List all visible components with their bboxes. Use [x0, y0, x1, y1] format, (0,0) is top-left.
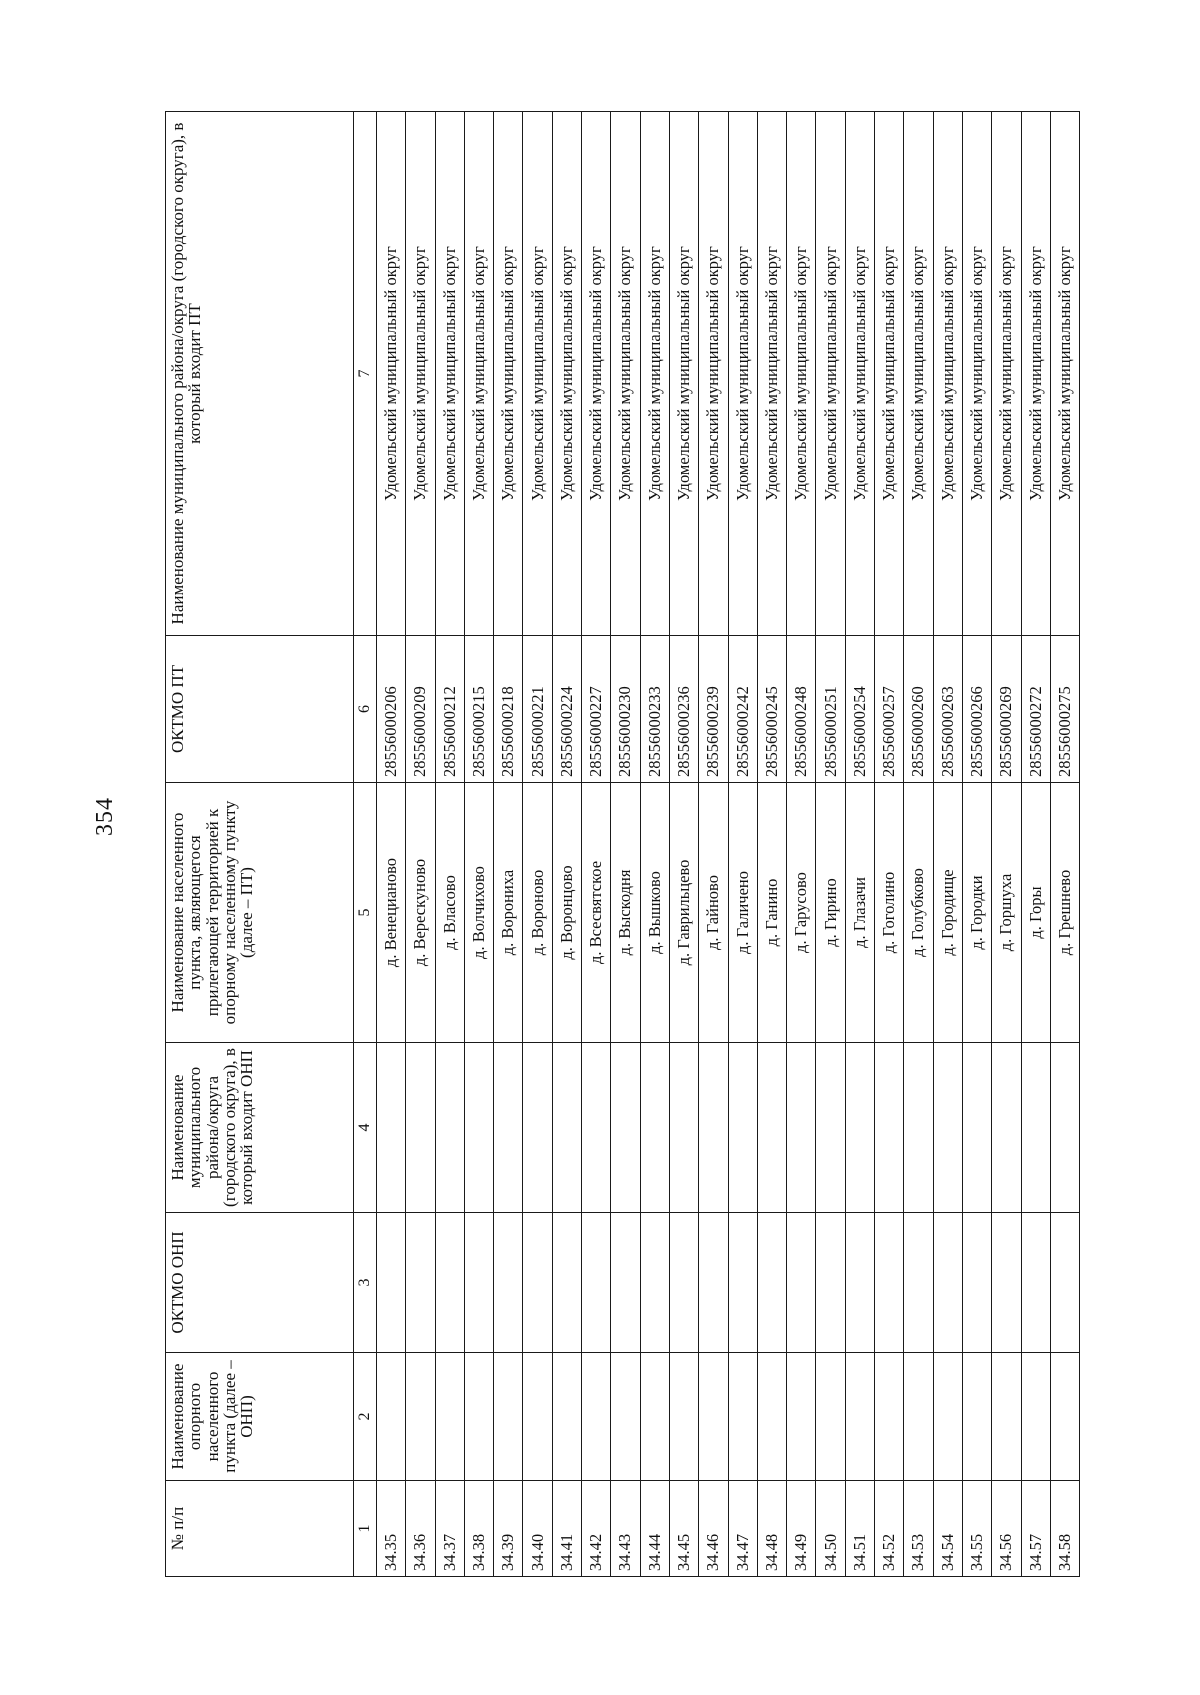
onp-name-cell	[728, 1353, 757, 1481]
pt-district-cell: Удомельский муниципальный округ	[728, 112, 757, 636]
onp-name-cell	[845, 1353, 874, 1481]
pt-oktmo-cell: 28556000212	[435, 636, 464, 783]
pt-name-cell: д. Городки	[962, 783, 991, 1043]
table-row	[494, 112, 523, 1577]
column-number-cell: 7	[354, 112, 377, 636]
pt-district-cell: Удомельский муниципальный округ	[757, 112, 786, 636]
row-number-cell: 34.41	[552, 1481, 581, 1577]
pt-name-cell: д. Вороново	[523, 783, 552, 1043]
pt-name-cell: д. Галичено	[728, 783, 757, 1043]
pt-oktmo-cell: 28556000275	[1050, 636, 1079, 783]
onp-name-cell	[699, 1353, 728, 1481]
table-row	[611, 112, 640, 1577]
table-row	[904, 112, 933, 1577]
onp-oktmo-cell	[904, 1213, 933, 1353]
table-row	[875, 112, 904, 1577]
pt-name-cell: д. Вышково	[640, 783, 669, 1043]
onp-oktmo-cell	[611, 1213, 640, 1353]
pt-name-cell: д. Голубково	[904, 783, 933, 1043]
onp-oktmo-cell	[992, 1213, 1021, 1353]
pt-name-cell: д. Верескуново	[406, 783, 435, 1043]
table-row	[787, 112, 816, 1577]
row-number-cell: 34.37	[435, 1481, 464, 1577]
onp-district-cell	[875, 1043, 904, 1213]
pt-name-cell: д. Ворониха	[494, 783, 523, 1043]
row-number-cell: 34.43	[611, 1481, 640, 1577]
onp-oktmo-cell	[582, 1213, 611, 1353]
onp-oktmo-cell	[435, 1213, 464, 1353]
pt-district-cell: Удомельский муниципальный округ	[464, 112, 493, 636]
onp-name-cell	[757, 1353, 786, 1481]
pt-district-cell: Удомельский муниципальный округ	[816, 112, 845, 636]
pt-district-cell: Удомельский муниципальный округ	[552, 112, 581, 636]
table-row	[757, 112, 786, 1577]
header-row	[166, 112, 354, 1577]
onp-oktmo-cell	[406, 1213, 435, 1353]
table-row	[406, 112, 435, 1577]
pt-name-cell: д. Власово	[435, 783, 464, 1043]
table-row	[933, 112, 962, 1577]
header-cell-onp-district: Наименование муниципального района/округа (городского округа), в который входит ОНП	[166, 1043, 354, 1213]
pt-oktmo-cell: 28556000215	[464, 636, 493, 783]
onp-oktmo-cell	[933, 1213, 962, 1353]
row-number-cell: 34.39	[494, 1481, 523, 1577]
onp-district-cell	[494, 1043, 523, 1213]
table-row	[669, 112, 698, 1577]
pt-oktmo-cell: 28556000221	[523, 636, 552, 783]
pt-oktmo-cell: 28556000272	[1021, 636, 1050, 783]
onp-district-cell	[757, 1043, 786, 1213]
pt-oktmo-cell: 28556000227	[582, 636, 611, 783]
pt-oktmo-cell: 28556000257	[875, 636, 904, 783]
column-number-cell: 3	[354, 1213, 377, 1353]
row-number-cell: 34.57	[1021, 1481, 1050, 1577]
pt-district-cell: Удомельский муниципальный округ	[875, 112, 904, 636]
pt-district-cell: Удомельский муниципальный округ	[845, 112, 874, 636]
onp-district-cell	[669, 1043, 698, 1213]
pt-oktmo-cell: 28556000269	[992, 636, 1021, 783]
row-number-cell: 34.42	[582, 1481, 611, 1577]
onp-name-cell	[992, 1353, 1021, 1481]
onp-oktmo-cell	[552, 1213, 581, 1353]
pt-oktmo-cell: 28556000230	[611, 636, 640, 783]
onp-district-cell	[582, 1043, 611, 1213]
onp-name-cell	[933, 1353, 962, 1481]
onp-district-cell	[933, 1043, 962, 1213]
onp-name-cell	[962, 1353, 991, 1481]
table-row	[816, 112, 845, 1577]
pt-name-cell: д. Выскодня	[611, 783, 640, 1043]
table-row	[992, 112, 1021, 1577]
settlements-table	[165, 111, 1080, 1577]
pt-district-cell: Удомельский муниципальный округ	[494, 112, 523, 636]
pt-district-cell: Удомельский муниципальный округ	[787, 112, 816, 636]
pt-name-cell: д. Всесвятское	[582, 783, 611, 1043]
row-number-cell: 34.36	[406, 1481, 435, 1577]
onp-name-cell	[377, 1353, 406, 1481]
onp-oktmo-cell	[845, 1213, 874, 1353]
pt-district-cell: Удомельский муниципальный округ	[611, 112, 640, 636]
pt-district-cell: Удомельский муниципальный округ	[962, 112, 991, 636]
onp-district-cell	[699, 1043, 728, 1213]
onp-oktmo-cell	[464, 1213, 493, 1353]
column-number-cell: 6	[354, 636, 377, 783]
onp-oktmo-cell	[816, 1213, 845, 1353]
row-number-cell: 34.55	[962, 1481, 991, 1577]
pt-oktmo-cell: 28556000209	[406, 636, 435, 783]
onp-oktmo-cell	[1050, 1213, 1079, 1353]
pt-district-cell: Удомельский муниципальный округ	[406, 112, 435, 636]
table-row	[1050, 112, 1079, 1577]
onp-district-cell	[640, 1043, 669, 1213]
table-row	[962, 112, 991, 1577]
pt-name-cell: д. Гирино	[816, 783, 845, 1043]
onp-district-cell	[552, 1043, 581, 1213]
onp-district-cell	[611, 1043, 640, 1213]
header-cell-pt-name: Наименование населенного пункта, являющегося прилегающей территорией к опорному населенному пункту (далее – ПТ)	[166, 783, 354, 1043]
pt-oktmo-cell: 28556000263	[933, 636, 962, 783]
pt-oktmo-cell: 28556000233	[640, 636, 669, 783]
pt-name-cell: д. Горшуха	[992, 783, 1021, 1043]
pt-name-cell: д. Гоголино	[875, 783, 904, 1043]
pt-district-cell: Удомельский муниципальный округ	[640, 112, 669, 636]
pt-oktmo-cell: 28556000236	[669, 636, 698, 783]
onp-oktmo-cell	[669, 1213, 698, 1353]
onp-name-cell	[435, 1353, 464, 1481]
row-number-cell: 34.35	[377, 1481, 406, 1577]
onp-district-cell	[406, 1043, 435, 1213]
pt-district-cell: Удомельский муниципальный округ	[904, 112, 933, 636]
pt-oktmo-cell: 28556000242	[728, 636, 757, 783]
column-number-cell: 4	[354, 1043, 377, 1213]
pt-district-cell: Удомельский муниципальный округ	[1021, 112, 1050, 636]
onp-name-cell	[640, 1353, 669, 1481]
onp-name-cell	[1050, 1353, 1079, 1481]
onp-name-cell	[787, 1353, 816, 1481]
row-number-cell: 34.52	[875, 1481, 904, 1577]
table-row	[1021, 112, 1050, 1577]
onp-district-cell	[816, 1043, 845, 1213]
header-cell-pt-oktmo: ОКТМО ПТ	[166, 636, 354, 783]
page-number: 354	[92, 797, 118, 836]
pt-oktmo-cell: 28556000248	[787, 636, 816, 783]
onp-name-cell	[611, 1353, 640, 1481]
pt-oktmo-cell: 28556000245	[757, 636, 786, 783]
pt-district-cell: Удомельский муниципальный округ	[699, 112, 728, 636]
table-row	[699, 112, 728, 1577]
onp-district-cell	[904, 1043, 933, 1213]
table-row	[728, 112, 757, 1577]
pt-oktmo-cell: 28556000251	[816, 636, 845, 783]
table-row	[845, 112, 874, 1577]
onp-oktmo-cell	[962, 1213, 991, 1353]
pt-name-cell: д. Городище	[933, 783, 962, 1043]
row-number-cell: 34.40	[523, 1481, 552, 1577]
onp-oktmo-cell	[699, 1213, 728, 1353]
table-row	[523, 112, 552, 1577]
column-number-cell: 1	[354, 1481, 377, 1577]
row-number-cell: 34.56	[992, 1481, 1021, 1577]
onp-district-cell	[435, 1043, 464, 1213]
onp-name-cell	[669, 1353, 698, 1481]
table-row	[640, 112, 669, 1577]
onp-oktmo-cell	[640, 1213, 669, 1353]
pt-district-cell: Удомельский муниципальный округ	[582, 112, 611, 636]
onp-district-cell	[728, 1043, 757, 1213]
pt-oktmo-cell: 28556000266	[962, 636, 991, 783]
pt-name-cell: д. Глазачи	[845, 783, 874, 1043]
row-number-cell: 34.49	[787, 1481, 816, 1577]
row-number-cell: 34.38	[464, 1481, 493, 1577]
pt-name-cell: д. Гарусово	[787, 783, 816, 1043]
pt-name-cell: д. Гайново	[699, 783, 728, 1043]
row-number-cell: 34.54	[933, 1481, 962, 1577]
onp-district-cell	[1021, 1043, 1050, 1213]
pt-district-cell: Удомельский муниципальный округ	[992, 112, 1021, 636]
onp-oktmo-cell	[875, 1213, 904, 1353]
pt-district-cell: Удомельский муниципальный округ	[377, 112, 406, 636]
pt-district-cell: Удомельский муниципальный округ	[1050, 112, 1079, 636]
row-number-cell: 34.45	[669, 1481, 698, 1577]
onp-district-cell	[464, 1043, 493, 1213]
pt-name-cell: д. Гаврильцево	[669, 783, 698, 1043]
rotated-table-sheet	[165, 112, 1075, 1577]
header-cell-onp-oktmo: ОКТМО ОНП	[166, 1213, 354, 1353]
pt-district-cell: Удомельский муниципальный округ	[933, 112, 962, 636]
onp-district-cell	[992, 1043, 1021, 1213]
column-number-cell: 2	[354, 1353, 377, 1481]
table-row	[582, 112, 611, 1577]
onp-name-cell	[464, 1353, 493, 1481]
pt-district-cell: Удомельский муниципальный округ	[435, 112, 464, 636]
header-cell-pt-district: Наименование муниципального района/округа (городского округа), в который входит ПТ	[166, 112, 354, 636]
onp-name-cell	[523, 1353, 552, 1481]
pt-name-cell: д. Венецианово	[377, 783, 406, 1043]
onp-oktmo-cell	[728, 1213, 757, 1353]
onp-name-cell	[816, 1353, 845, 1481]
row-number-cell: 34.50	[816, 1481, 845, 1577]
table-row	[435, 112, 464, 1577]
row-number-cell: 34.51	[845, 1481, 874, 1577]
onp-oktmo-cell	[377, 1213, 406, 1353]
onp-name-cell	[582, 1353, 611, 1481]
pt-name-cell: д. Ганино	[757, 783, 786, 1043]
onp-district-cell	[962, 1043, 991, 1213]
pt-oktmo-cell: 28556000206	[377, 636, 406, 783]
pt-oktmo-cell: 28556000218	[494, 636, 523, 783]
row-number-cell: 34.48	[757, 1481, 786, 1577]
onp-oktmo-cell	[1021, 1213, 1050, 1353]
pt-oktmo-cell: 28556000254	[845, 636, 874, 783]
pt-name-cell: д. Волчихово	[464, 783, 493, 1043]
pt-district-cell: Удомельский муниципальный округ	[523, 112, 552, 636]
onp-district-cell	[845, 1043, 874, 1213]
pt-oktmo-cell: 28556000239	[699, 636, 728, 783]
onp-district-cell	[1050, 1043, 1079, 1213]
row-number-cell: 34.53	[904, 1481, 933, 1577]
pt-name-cell: д. Воронцово	[552, 783, 581, 1043]
column-number-cell: 5	[354, 783, 377, 1043]
pt-oktmo-cell: 28556000224	[552, 636, 581, 783]
onp-oktmo-cell	[523, 1213, 552, 1353]
onp-oktmo-cell	[494, 1213, 523, 1353]
header-cell-number: № п/п	[166, 1481, 354, 1577]
table-row	[377, 112, 406, 1577]
onp-name-cell	[552, 1353, 581, 1481]
onp-oktmo-cell	[787, 1213, 816, 1353]
pt-oktmo-cell: 28556000260	[904, 636, 933, 783]
table-row	[464, 112, 493, 1577]
onp-oktmo-cell	[757, 1213, 786, 1353]
onp-name-cell	[904, 1353, 933, 1481]
row-number-cell: 34.44	[640, 1481, 669, 1577]
onp-district-cell	[523, 1043, 552, 1213]
onp-name-cell	[1021, 1353, 1050, 1481]
pt-name-cell: д. Грешнево	[1050, 783, 1079, 1043]
row-number-cell: 34.46	[699, 1481, 728, 1577]
row-number-cell: 34.47	[728, 1481, 757, 1577]
onp-name-cell	[406, 1353, 435, 1481]
onp-name-cell	[875, 1353, 904, 1481]
header-cell-onp-name: Наименование опорного населенного пункта (далее – ОНП)	[166, 1353, 354, 1481]
table-row	[552, 112, 581, 1577]
column-number-row	[354, 112, 377, 1577]
onp-name-cell	[494, 1353, 523, 1481]
pt-district-cell: Удомельский муниципальный округ	[669, 112, 698, 636]
onp-district-cell	[787, 1043, 816, 1213]
pt-name-cell: д. Горы	[1021, 783, 1050, 1043]
row-number-cell: 34.58	[1050, 1481, 1079, 1577]
onp-district-cell	[377, 1043, 406, 1213]
